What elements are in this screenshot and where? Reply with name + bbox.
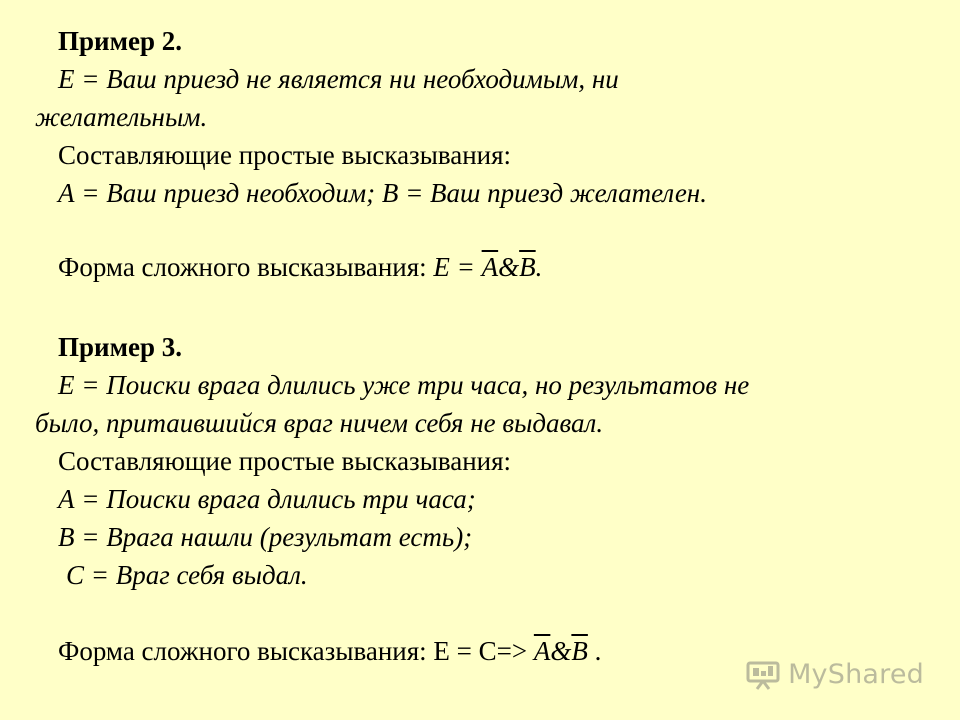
example-3-components-label: Составляющие простые высказывания:: [58, 446, 512, 476]
example-3-form-expression: [534, 636, 588, 666]
example-2-components-label: Составляющие простые высказывания:: [58, 140, 512, 170]
example-3-statement-line-1: Е = Поиски врага длились уже три часа, но результатов не: [58, 370, 750, 400]
example-2-form-b-negated: В: [519, 252, 536, 282]
example-3-form-b-negated: В: [571, 636, 588, 666]
example-2-form-lhs: Е =: [433, 252, 482, 282]
example-3-statement-line-2: было, притаившийся враг ничем себя не выдавал.: [35, 408, 604, 438]
example-2-statement-line-1: Е = Ваш приезд не является ни необходимым, ни: [58, 64, 619, 94]
example-3-component-a: А = Поиски врага длились три часа;: [58, 484, 476, 514]
example-2-form-a-negated: А: [481, 252, 499, 282]
example-3-form-lhs: Е = С=>: [433, 636, 534, 666]
example-2-form-end: .: [535, 252, 543, 282]
example-3-form-end: .: [587, 636, 602, 666]
example-3-title: Пример 3.: [58, 332, 182, 362]
example-3-form-label: Форма сложного высказывания:: [58, 636, 434, 666]
example-3-component-c: С = Враг себя выдал.: [66, 560, 308, 590]
example-3-form-op: &: [550, 636, 572, 666]
example-2-form-label: Форма сложного высказывания:: [58, 252, 434, 282]
example-2-form: [58, 250, 542, 284]
example-2-components-line: А = Ваш приезд необходим; В = Ваш приезд желателен.: [58, 178, 707, 208]
example-3-component-b: В = Врага нашли (результат есть);: [58, 522, 473, 552]
presentation-board-icon: [746, 660, 780, 690]
example-3-form-a-negated: А: [533, 636, 551, 666]
example-2-title: Пример 2.: [58, 26, 182, 56]
example-3-form: [58, 634, 601, 668]
watermark: [746, 659, 924, 690]
example-2-statement-line-2: желательным.: [35, 102, 208, 132]
watermark-text: MyShared: [788, 659, 924, 690]
example-2-form-expression: [433, 252, 542, 282]
example-2-form-op: &: [498, 252, 520, 282]
